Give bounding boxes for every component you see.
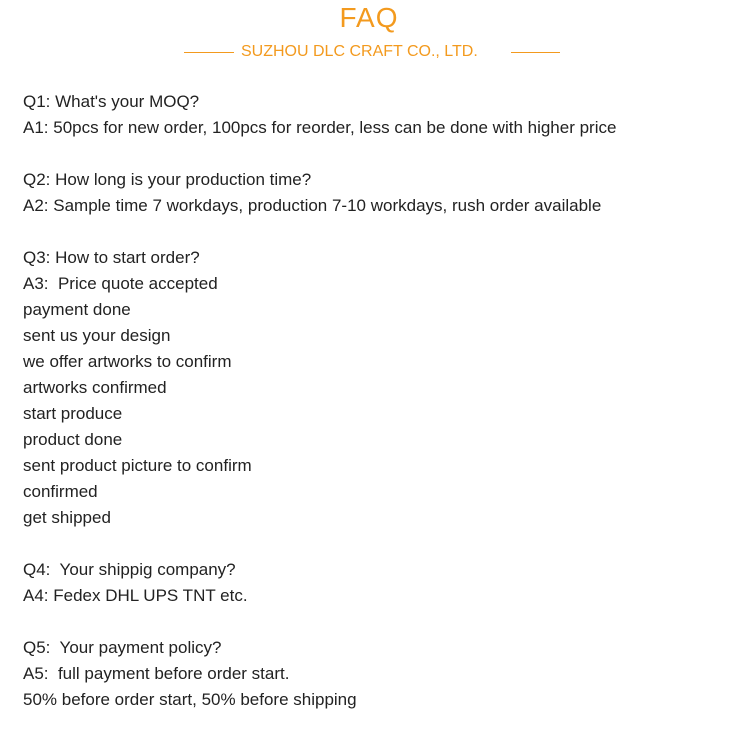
- left-divider-line: [184, 52, 234, 53]
- question-4: Q4: Your shippig company?: [23, 560, 236, 579]
- answer-3-step-3: sent us your design: [23, 326, 171, 345]
- answer-2: A2: Sample time 7 workdays, production 7-10 workdays, rush order available: [23, 196, 602, 215]
- answer-3-step-6: start produce: [23, 404, 123, 423]
- company-subtitle-row: [0, 42, 750, 62]
- answer-3-step-8: sent product picture to confirm: [23, 456, 252, 475]
- faq-item-1: [23, 89, 743, 141]
- company-name: SUZHOU DLC CRAFT CO., LTD.: [241, 43, 478, 60]
- faq-item-4: [23, 557, 743, 609]
- answer-3-step-7: product done: [23, 430, 123, 449]
- question-2: Q2: How long is your production time?: [23, 170, 312, 189]
- question-1: Q1: What's your MOQ?: [23, 92, 200, 111]
- answer-4: A4: Fedex DHL UPS TNT etc.: [23, 586, 248, 605]
- right-divider-line: [511, 52, 560, 53]
- answer-3-step-1: A3: Price quote accepted: [23, 274, 218, 293]
- answer-3-step-2: payment done: [23, 300, 131, 319]
- answer-3-step-4: we offer artworks to confirm: [23, 352, 232, 371]
- answer-5-detail: 50% before order start, 50% before shipping: [23, 690, 357, 709]
- faq-list: [23, 89, 743, 739]
- page-title: FAQ: [339, 2, 399, 33]
- answer-1: A1: 50pcs for new order, 100pcs for reorder, less can be done with higher price: [23, 118, 617, 137]
- faq-item-3: [23, 245, 743, 531]
- answer-5: A5: full payment before order start.: [23, 664, 290, 683]
- answer-3-step-10: get shipped: [23, 508, 111, 527]
- answer-3-step-9: confirmed: [23, 482, 98, 501]
- question-5: Q5: Your payment policy?: [23, 638, 222, 657]
- faq-item-2: [23, 167, 743, 219]
- question-3: Q3: How to start order?: [23, 248, 200, 267]
- answer-3-step-5: artworks confirmed: [23, 378, 167, 397]
- faq-item-5: [23, 635, 743, 713]
